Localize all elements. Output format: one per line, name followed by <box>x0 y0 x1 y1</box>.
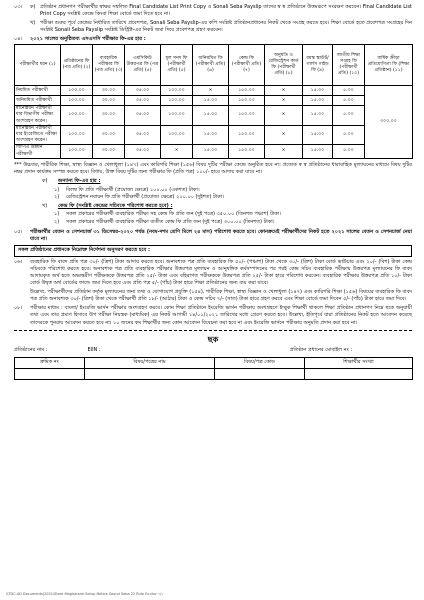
paragraph-text: প্রতিষ্ঠান প্রধানগণ পরীক্ষার্থীর স্বাক্ষর সম্বলিত Final Candidate List Print Copy ও Sonali Seba Payslip তাদের স্ব স্ব প্রতিষ্ঠানে উত্তমরূপে সংরক্ষণ করবেন। Final Candidate List Print Copy সংশ্লিষ্ট কেন্দ্রে কিংবা শিক্ষা বোর্ডে জমা দিতে হবে না। <box>40 4 412 18</box>
paragraph-05 <box>14 229 412 244</box>
fee-cell: ১০০.০০ <box>161 86 193 96</box>
form-table <box>14 357 413 380</box>
paragraph-sub-key: ক) <box>30 4 36 10</box>
fee-cell: ৩০.০০ <box>93 106 125 126</box>
sub-item: ২) সকল প্রকারের পরীক্ষার্থী ব্যবহারিক পরীক্ষা ব্যতীত কেন্দ্র ফি প্রতি জন (দুই পত্রে) ৩০০.০০ (তিনশত) টাকা। <box>54 218 275 225</box>
fee-cell: × <box>193 86 229 96</box>
fee-cell: ১০০.০০ <box>61 145 93 158</box>
note-star <box>14 162 412 177</box>
fee-cell: ১৫.০০ <box>193 125 229 145</box>
fee-cell: ১০০.০০ <box>161 106 193 126</box>
fee-cell: × <box>265 106 303 126</box>
fee-row-label: অনিয়মিত পরীক্ষার্থী <box>15 96 61 106</box>
fee-cell: × <box>161 145 193 158</box>
fee-table-row <box>15 86 413 96</box>
paragraph-ka <box>42 178 412 185</box>
notice-box <box>14 245 412 256</box>
fee-cell-sports: ৩০০.০০ <box>365 86 413 159</box>
eiin-label: EIIN : <box>87 347 101 354</box>
fee-cell: ১৫.০০ <box>303 106 333 126</box>
paragraph-number: ০৬। <box>14 258 23 265</box>
form-blank-cell[interactable] <box>305 368 413 379</box>
form-blank-cell[interactable] <box>85 368 215 379</box>
fee-cell: × <box>265 145 303 158</box>
sub-item: ১) সকল প্রকারের পরীক্ষার্থী ব্যবহারিক পরীক্ষা সহ কেন্দ্র ফি প্রতি জন (দুই পত্রে) ৩৫০.০০ (তিনশত পঞ্চাশ) টাকা। <box>54 211 282 218</box>
paragraph-text: পরীক্ষার্থীর বেতন ও সেশনচার্জ ৩১ ডিসেম্বর-২০২০ পর্যন্ত (নবম-দশম শ্রেণি মিলে ২৪ মাস) পরিশোধ করতে হবে। কোনক্রমেই পরীক্ষার্থীদের নিকট হতে ২০২১ সালের বেতন ও সেশনচার্জ নেয়া যাবে না। <box>30 228 412 242</box>
sub-item: ২) রেজিস্ট্রেশন নবায়ন ফি প্রতি পরীক্ষার্থী (প্রযোজ্য ক্ষেত্রে) ২০০.০০ (দুইশত) টাকা। <box>54 193 224 200</box>
fee-cell: ১০০.০০ <box>61 106 93 126</box>
form-blank-cell[interactable] <box>15 368 85 379</box>
fee-row-label: জিপিএ উন্নয়ন পরীক্ষার্থী <box>15 145 61 158</box>
fee-table-header-cell: অনুমতি ও রেজিস্ট্রেশন কার্ড ফি (পরীক্ষার্থী প্রতি) (৮) <box>265 45 303 86</box>
head-mobile-label: প্রতিষ্ঠান প্রধানের মোবাইল নং : <box>289 347 352 354</box>
tear-line <box>14 330 412 331</box>
fee-table-row <box>15 125 413 145</box>
form-header-row <box>15 357 413 368</box>
fee-row-label: নিয়মিত পরীক্ষার্থী <box>15 86 61 96</box>
paragraph-sub-key: খ) <box>42 203 48 209</box>
paragraph-sub-key: ক) <box>42 178 48 185</box>
form-meta-row <box>14 347 412 354</box>
fee-cell: ১৫.০০ <box>193 96 229 106</box>
fee-table-header-cell: বয়স্ক স্কাউট/ গার্লস গাইড ফি (৯) <box>303 45 333 86</box>
fee-cell: ১৫.০০ <box>303 145 333 158</box>
fee-cell: ৫.০০ <box>333 86 365 96</box>
paragraph-text: পরীক্ষা শুরুর পূর্বে কেন্দ্রের নির্ধারিত তারিখে প্রবেশপত্র, Sonali Seba Payslip-এর কপি সংশ্লিষ্ট প্রতিষ্ঠানপ্রধানের নিকট থেকে সংগ্রহ করতে হবে। শিক্ষা বোর্ডে হতে প্রবেশপত্র সংগ্রহের দিন সংশ্লিষ্ট Sonali Seba Payslip সংশ্লিষ্ট ডিস্ট্রিক্ট-এর নিকট জমা দিয়ে প্রবেশপত্র গ্রহণ করবেন। <box>40 19 412 33</box>
fee-table-header-cell: প্রতিষ্ঠানের ফি (পত্র প্রতি) (২) <box>61 45 93 86</box>
paragraph-kha <box>42 203 412 210</box>
fee-cell: ৫.০০ <box>333 145 365 158</box>
fee-cell: ৩০.০০ <box>93 145 125 158</box>
fee-cell: ১০০.০০ <box>161 96 193 106</box>
fee-table-row <box>15 145 413 158</box>
document-page <box>14 4 412 380</box>
form-blank-row <box>15 368 413 379</box>
paragraph-number: ০৪। <box>14 36 23 42</box>
paragraph-08 <box>14 305 412 327</box>
paragraph-06 <box>14 259 412 288</box>
paragraph-number: ০৫। <box>14 228 23 235</box>
fee-cell: ১৫.০০ <box>193 145 229 158</box>
fee-cell: × <box>265 96 303 106</box>
fee-row-label: মানোন্নয়ন পরীক্ষার্থী যার বিভাগীয় পরীক্ষা অংশগ্রহণ করেন। <box>15 106 61 126</box>
fee-table-header-cell: অনিয়মিত ফি (পরীক্ষার্থী প্রতি) (৬) <box>193 45 229 86</box>
fee-table-header-cell: ব্যবহারিক পরীক্ষার ফি (পত্র প্রতি) (৩) <box>93 45 125 86</box>
paragraph-03 <box>14 4 412 19</box>
paragraph-text: উল্লেখ্য, পরীক্ষার্থীদের প্রতিষ্ঠান কর্তৃক মূল্যায়নের জন্য তথ্য ও যোগাযোগ প্রযুক্তি (১৫৪), শারীরিক শিক্ষা, স্বাস্থ্য বিজ্ঞান ও খেলাধুলা (১৪৭) এবং কারিগরি শিক্ষা (১৫৬) বিষয়ের ব্যবহারিক ফি বাবদ পত্র প্রতি অনাবশ্যক ৩০/- (ত্রিশ) টাকা থেকে পরীক্ষার্থী প্রতি ১৮/- (আঠার) টাকা ও কেন্দ্র সচিব ৭/- (সাত) টাকা হারে গ্রহণ করবে এবং শিক্ষা বোর্ডে জমা দিবেন ৫/- (পাঁচ) টাকা হারে জমা দিবে। <box>30 288 412 302</box>
fee-cell: ১০০.০০ <box>161 125 193 145</box>
fee-cell: × <box>265 125 303 145</box>
paragraph-07 <box>14 289 412 304</box>
paragraph-number: ০৩। <box>14 4 23 10</box>
form-header-cell: শিক্ষার্থীর সংখ্যা <box>305 357 413 368</box>
fee-cell: ৩০.০০ <box>93 125 125 145</box>
sub-item: ১) বিলম্ব ফি প্রতি পরীক্ষার্থী (প্রযোজ্য ক্ষেত্রে) ১০০.০০ (একশত) টাকা। <box>54 186 200 193</box>
fee-table-header-cell: এমসিকিউ উত্তরপত্র ফি (পত্র প্রতি) (৪) <box>125 45 161 86</box>
form-title: ছক <box>207 334 219 344</box>
notice-box-text: সকল প্রতিষ্ঠানের প্রধানকে নিম্নোক্ত নির্দেশনা অনুসরণ করতে হবে : <box>18 247 151 254</box>
fee-table-row <box>15 96 413 106</box>
institution-name-label: প্রতিষ্ঠানের নাম : <box>14 347 48 354</box>
fee-cell: ১৫০.০০ <box>229 125 265 145</box>
fee-cell: ১৫০.০০ <box>229 96 265 106</box>
fee-row-label: মানোন্নয়ন পরীক্ষার্থী যার ইংরেজিতে পরীক্ষা অংশগ্রহণ করেন। <box>15 125 61 145</box>
form-header-cell: বিষয়/পত্রের নাম <box>85 357 215 368</box>
paragraph-04 <box>14 36 412 43</box>
fee-cell: ১৫০.০০ <box>229 145 265 158</box>
paragraph-number: ০৮। <box>14 305 23 311</box>
fee-cell: ৩৫.০০ <box>125 125 161 145</box>
fee-table-header-row <box>15 45 413 86</box>
footer-path: \\TDC.AD Documents\2021\Store Magistrane Setup Notice Sound Seba 22 Rule Ex.doc ৭/২ <box>6 592 164 596</box>
fee-cell: ৩৫.০০ <box>125 86 161 96</box>
form-header-cell: বিষয়/পত্র কোড <box>215 357 305 368</box>
fee-cell: ১৫০.০০ <box>229 106 265 126</box>
paragraph-title: অন্যান্য ফি-এর হার : <box>58 178 101 185</box>
fee-cell: ৩০.০০ <box>93 86 125 96</box>
fee-cell: × <box>265 86 303 96</box>
fee-cell: ৫.০০ <box>333 106 365 126</box>
fee-cell: ৩৫.০০ <box>125 96 161 106</box>
fee-cell: ৩৫.০০ <box>125 145 161 158</box>
fee-cell: ৩৫.০০ <box>125 106 161 126</box>
fee-table-header-cell: পরীক্ষার্থীর ধরন (১) <box>15 45 61 86</box>
fee-cell: ১৫.০০ <box>303 125 333 145</box>
form-blank-cell[interactable] <box>215 368 305 379</box>
fee-cell: ৫.০০ <box>333 96 365 106</box>
fee-table-header-cell: কেন্দ্র ফি (পরীক্ষার্থী প্রতি) (৭) <box>229 45 265 86</box>
fee-cell: ১৫.০০ <box>303 96 333 106</box>
fee-cell: ১৫০.০০ <box>229 86 265 96</box>
fee-cell: ১৫.০০ <box>193 106 229 126</box>
fee-cell: ৩০.০০ <box>93 96 125 106</box>
fee-cell: ১০০.০০ <box>61 86 93 96</box>
fee-cell: ৫.০০ <box>333 125 365 145</box>
fee-cell: ১০০.০০ <box>61 125 93 145</box>
paragraph-title: কেন্দ্র ফি (সংশ্লিষ্ট কেন্দ্রের সচিবকে পরিশোধ করতে হবে) : <box>58 203 173 209</box>
fee-table-header-cell: মূল সনদ ফি (পরীক্ষার্থী প্রতি) (৫) <box>161 45 193 86</box>
paragraph-03-kha <box>14 20 412 35</box>
form-header-cell: ক্রমিক নং <box>15 357 85 368</box>
fee-table-header-cell: জাতীয় শিক্ষা সপ্তাহ ফি (পরীক্ষার্থী প্রতি) (১০) <box>333 45 365 86</box>
fee-table-row <box>15 106 413 126</box>
note-star-text: *** উচ্চতর, শারীরিক শিক্ষা, স্বাস্থ্য বিজ্ঞান ও খেলাধুলা (১৪৭) এবং কারিগরি শিক্ষা (১৫৬) বিষয় দুটির পরীক্ষা কেন্দ্রে অনুষ্ঠিত হবে না। প্রত্যেক স্ব স্ব প্রতিষ্ঠানের ধারাবাহিক মূল্যায়নের মাধ্যমে বিষয় দুটির নম্বর প্রদান কার্যক্রম সম্পন্ন করতে হবে। বিধায়, উক্ত বিষয় দুটির জন্য পরীক্ষার ফি (প্রতি পত্র) ১০০/- হারে আদায় করা যাবে না। <box>14 161 412 175</box>
paragraph-text: ২০২১ সালের অনুষ্ঠিতব্য এসএসসি পরীক্ষার ফি-এর হার : <box>30 36 146 42</box>
paragraph-text: ব্যবহারিক ফি বাবদ প্রতি পত্র ৩০/- (ত্রিশ) টাকা আদায় করতে হবে। অনাবশ্যক পত্র প্রতি ব্যবহারিক ফি ৫০/- (পঞ্চাশ) টাকা থেকে ৩০/- (ত্রিশ) টাকা বোর্ড ভাউচার এবং ২০/- (বিশ) টাকা কেন্দ্র সচিবকে পরিশোধ করতে হবে। অনাবশ্যক পত্র প্রতি ব্যবহারিক পরীক্ষার উত্তরপত্র মূল্যায়ন ও আনুষঙ্গিক কর্মসম্পাদনের পর পরই কেন্দ্র সচিব ব্যবহারিক পরীক্ষায় উত্তরপত্র মূল্যায়নের ফি বাবদ আদায়কৃত অর্থ হতে অভ্যন্তরীণ পরীক্ষককে উত্তরপত্র প্রতি ২৫/- টাকা এবং বহিরাগত পরীক্ষককে উত্তরপত্র প্রতি ২৫/- টাকা হারে পরিশোধ করবেন। ব্যবহারিক পরীক্ষার উত্তরপত্র প্রতি ১০/- টাকা বোর্ড উদ্বৃত্ত অর্থ বোর্ডের ফান্ডে জমা দিতে হবে এবং প্রতি পত্র ৫/- (পাঁচ) টাকা হারে শিক্ষা প্রতিষ্ঠানের জন্য ব্যয় করা যাবে। <box>30 258 412 287</box>
paragraph-text: পরীক্ষার মাধ্যম : বাংলা/ ইংরেজি ভার্সন পরীক্ষার অংশগ্রহণ করবে। কোন শিক্ষা প্রতিষ্ঠানে ইংরেজি ভার্সন পরীক্ষায় অংশগ্রহণে ইচ্ছুক শিক্ষার্থী থাকলে শিক্ষা প্রতিষ্ঠান প্রধানগণ নিম্নে ছকে অনুযায়ী তথ্য এবং তার প্রমাণ হিসাবে উপ পরীক্ষা নিয়ন্ত্রক (মাধ্যমিক) এর নিকট আগামী ১৪/০১/২০২১ তারিখের মধ্যে প্রেরণ করতে হবে। উল্লেখ্য, ইতিপূর্বে যারা প্রতিষ্ঠানের নিকট হতে আবেদন করেছে তাদেরকে পুনরায় আবেদন করতে হবে না। ১০ জনের কম শিক্ষার্থীর জন্য কোন আবেদন বিবেচনা করা হবে না এবং ইংরেজি ভার্সনে পরীক্ষার অনুমতি প্রদান করা হবে না। <box>30 305 412 326</box>
fee-cell: ১০০.০০ <box>61 96 93 106</box>
fee-table <box>14 44 413 159</box>
paragraph-sub-key: খ) <box>30 19 36 26</box>
fee-cell: ১৫.০০ <box>303 86 333 96</box>
fee-table-header-cell: বার্ষিক ক্রীড়া প্রতিযোগিতা ফি (শিক্ষা প্রতিষ্ঠান) (১১) <box>365 45 413 86</box>
